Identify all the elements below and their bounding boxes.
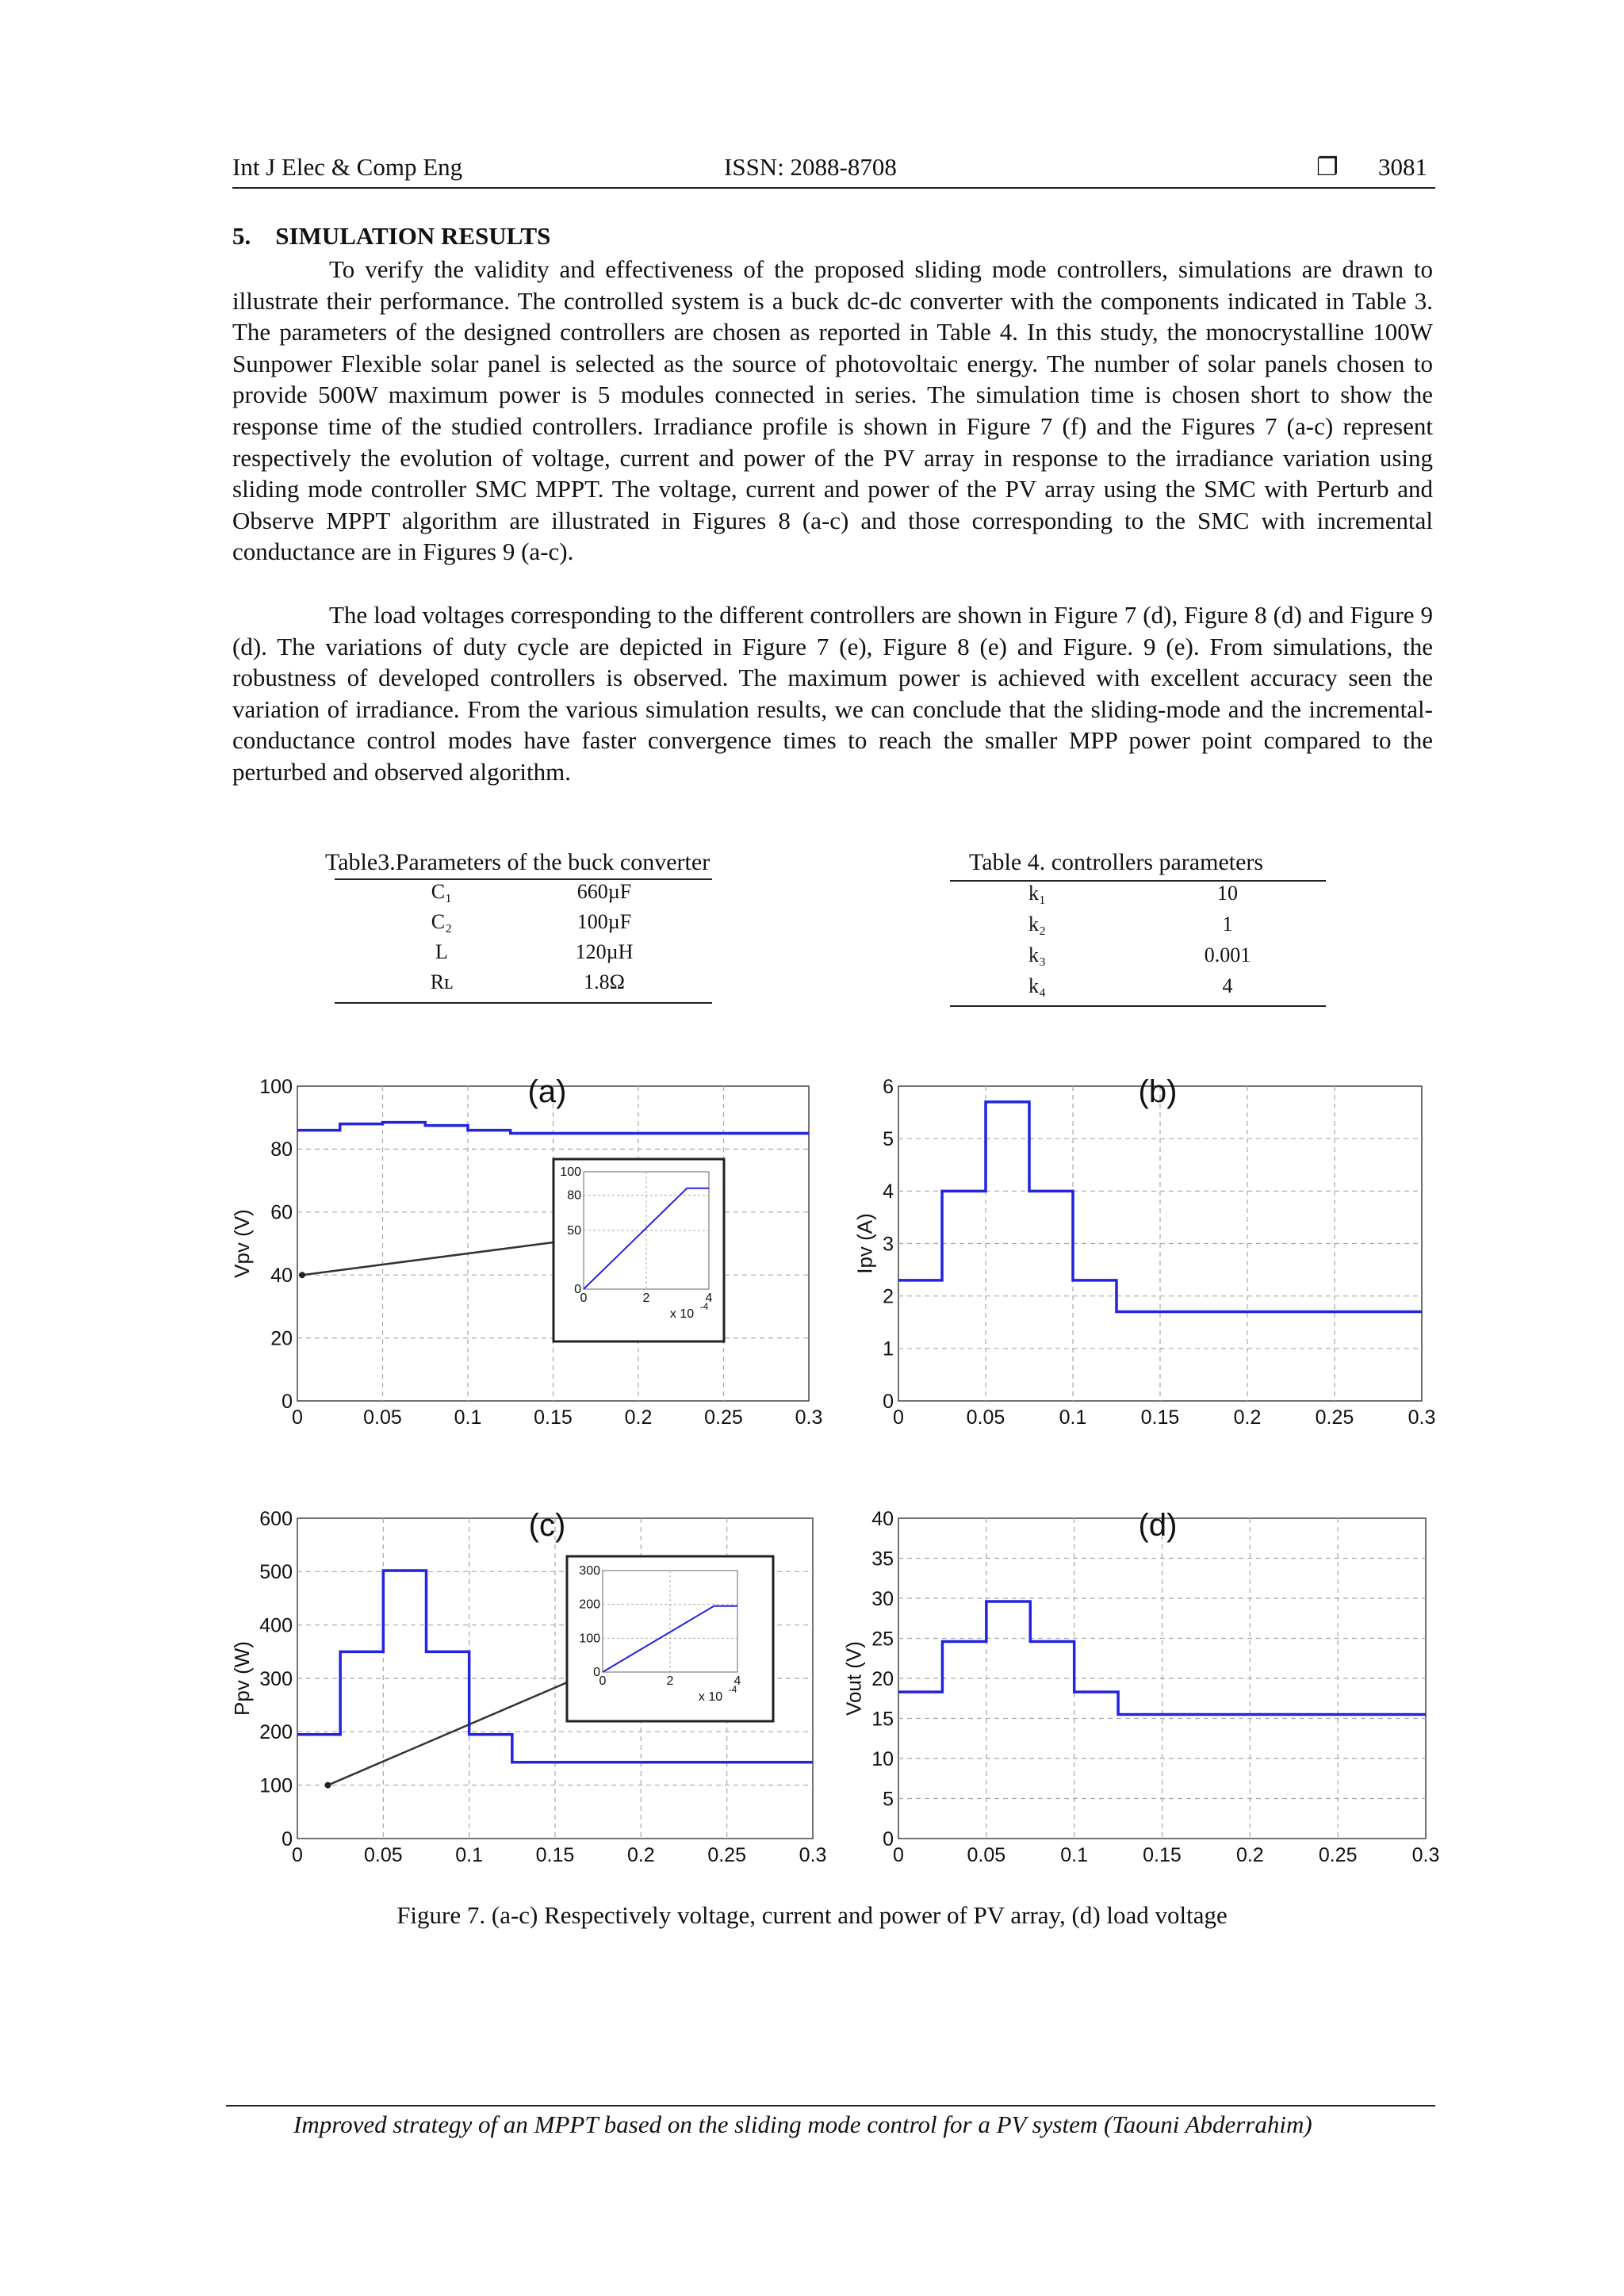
table4 xyxy=(950,882,1326,1004)
table-row xyxy=(950,913,1326,943)
x-tick-label: 0.1 xyxy=(455,1844,484,1866)
plot-d-load-voltage xyxy=(841,1502,1440,1866)
x-tick-label: 0.3 xyxy=(1408,1406,1436,1429)
x-tick-label: 0 xyxy=(292,1406,303,1429)
table3-value: 120µH xyxy=(575,940,634,963)
table4-param: k₁ xyxy=(1028,882,1047,905)
table4-caption: Table 4. controllers parameters xyxy=(969,849,1264,875)
paragraph-1 xyxy=(232,254,1433,568)
y-tick-label: 20 xyxy=(270,1327,293,1350)
page-number: 3081 xyxy=(1378,153,1427,181)
inset-y-tick-label: 300 xyxy=(579,1564,600,1578)
table4-param: k₂ xyxy=(1028,913,1047,936)
x-tick-label: 0 xyxy=(893,1406,904,1429)
y-tick-label: 600 xyxy=(259,1507,293,1530)
table-row xyxy=(950,974,1326,1004)
x-tick-label: 0.15 xyxy=(535,1844,575,1866)
y-tick-label: 0 xyxy=(883,1390,894,1413)
y-tick-label: 25 xyxy=(871,1628,894,1651)
y-tick-label: 300 xyxy=(259,1667,293,1690)
table3 xyxy=(335,880,712,1003)
x-tick-label: 0.15 xyxy=(1140,1406,1180,1429)
header-journal: Int J Elec & Comp Eng xyxy=(232,153,463,181)
x-tick-label: 0.25 xyxy=(707,1844,747,1866)
inset-x-tick-label: 2 xyxy=(642,1292,650,1305)
x-tick-label: 0.3 xyxy=(799,1844,827,1866)
y-tick-label: 20 xyxy=(871,1667,894,1690)
footer-text: Improved strategy of an MPPT based on the sliding mode control for a PV system (Taouni Abderrahim) xyxy=(293,2110,1312,2138)
inset-y-tick-label: 100 xyxy=(579,1632,600,1646)
y-tick-label: 0 xyxy=(282,1390,293,1413)
y-tick-label: 30 xyxy=(871,1587,894,1610)
table4-bottom-rule xyxy=(950,1005,1326,1007)
x-tick-label: 0.1 xyxy=(1060,1844,1089,1866)
table3-caption: Table3.Parameters of the buck converter xyxy=(325,849,710,875)
paragraph-2-text: The load voltages corresponding to the different controllers are shown in Figure 7 (d), Figure 8 (d) and Figure 9 (d). The variations of duty cycle are depicted in Figure 7 (e), Figure 8 (e) and Figure. 9 (e). From simulations, the robustness of developed controllers is observed. The maximum power is achieved with excellent accuracy seen the variation of irradiance. From the various simulation results, we can conclude that the sliding-mode and the incremental-conductance control modes have faster convergence times to reach the smaller MPP power point compared to the perturbed and observed algorithm. xyxy=(232,601,1433,786)
table4-value: 0.001 xyxy=(1204,943,1251,966)
panel-label: (c) xyxy=(528,1508,566,1543)
x-tick-label: 0.05 xyxy=(967,1844,1006,1866)
table4-value: 1 xyxy=(1222,913,1233,936)
x-tick-label: 0.3 xyxy=(1411,1844,1440,1866)
x-tick-label: 0 xyxy=(292,1844,303,1866)
x-tick-label: 0.05 xyxy=(363,1406,402,1429)
y-tick-label: 2 xyxy=(883,1285,894,1308)
inset-y-tick-label: 200 xyxy=(579,1598,600,1612)
table-row xyxy=(950,943,1326,974)
y-tick-label: 35 xyxy=(871,1548,894,1571)
x-tick-label: 0.05 xyxy=(966,1406,1005,1429)
paragraph-1-text: To verify the validity and effectiveness of the proposed sliding mode controllers, simulations are drawn to illustrate their performance. The controlled system is a buck dc-dc converter with the components indicated in Table 3. The parameters of the designed controllers are chosen as reported in Table 4. In this study, the monocrystalline 100W Sunpower Flexible solar panel is selected as the source of photovoltaic energy. The number of solar panels chosen to provide 500W maximum power is 5 modules connected in series. The simulation time is chosen short to show the response time of the studied controllers. Irradiance profile is shown in Figure 7 (f) and the Figures 7 (a-c) represent respectively the evolution of voltage, current and power of the PV array in response to the irradiance variation using sliding mode controller SMC MPPT. The voltage, current and power of the PV array using the SMC with Perturb and Observe MPPT algorithm are illustrated in Figures 8 (a-c) and those corresponding to the SMC with incremental conductance are in Figures 9 (a-c). xyxy=(232,255,1433,566)
header-rule xyxy=(232,187,1435,189)
y-tick-label: 40 xyxy=(871,1507,894,1530)
x-tick-label: 0.1 xyxy=(454,1406,482,1429)
table3-value: 1.8Ω xyxy=(584,970,625,993)
inset-x-tick-label: 4 xyxy=(705,1292,713,1305)
table3-param: L xyxy=(435,940,448,963)
inset-y-tick-label: 0 xyxy=(593,1666,600,1679)
y-tick-label: 80 xyxy=(270,1138,293,1161)
table3-param: Rʟ xyxy=(430,970,454,993)
y-tick-label: 4 xyxy=(883,1181,894,1203)
table-row xyxy=(335,880,712,910)
y-axis-label: Vout (V) xyxy=(841,1641,866,1716)
footer-rule xyxy=(226,2105,1435,2107)
table4-param: k₄ xyxy=(1028,974,1047,997)
panel-label: (b) xyxy=(1138,1074,1178,1109)
section-title: 5. SIMULATION RESULTS xyxy=(232,222,551,250)
x-tick-label: 0.25 xyxy=(1318,1844,1358,1866)
figure-caption: Figure 7. (a-c) Respectively voltage, current and power of PV array, (d) load voltage xyxy=(396,1901,1228,1929)
x-tick-label: 0.25 xyxy=(1315,1406,1354,1429)
y-tick-label: 200 xyxy=(259,1721,293,1744)
y-tick-label: 6 xyxy=(883,1075,894,1098)
header-issn: ISSN: 2088-8708 xyxy=(724,153,897,181)
y-axis-label: Ipv (A) xyxy=(852,1213,877,1274)
y-axis-label: Ppv (W) xyxy=(229,1641,254,1716)
inset-y-tick-label: 80 xyxy=(567,1188,581,1203)
arrow-head xyxy=(325,1782,331,1789)
plot-a-voltage xyxy=(229,1066,833,1429)
x-tick-label: 0.15 xyxy=(1143,1844,1182,1866)
y-tick-label: 0 xyxy=(282,1827,293,1850)
table4-value: 4 xyxy=(1222,974,1233,997)
table-row xyxy=(335,970,712,1001)
y-tick-label: 15 xyxy=(871,1708,894,1731)
y-tick-label: 400 xyxy=(259,1614,293,1637)
x-tick-label: 0.2 xyxy=(626,1844,655,1866)
paragraph-2 xyxy=(232,599,1433,788)
table-row xyxy=(335,940,712,970)
y-tick-label: 100 xyxy=(259,1774,293,1797)
y-tick-label: 10 xyxy=(871,1747,894,1770)
y-tick-label: 500 xyxy=(259,1561,293,1584)
inset-y-tick-label: 0 xyxy=(574,1283,581,1296)
y-tick-label: 3 xyxy=(883,1233,894,1256)
box-icon: ❐ xyxy=(1316,153,1339,181)
inset-multiplier: x 10 xyxy=(698,1690,723,1704)
y-tick-label: 5 xyxy=(883,1127,894,1150)
plot-b-current xyxy=(852,1066,1439,1429)
y-tick-label: 1 xyxy=(883,1337,894,1360)
x-tick-label: 0.2 xyxy=(624,1406,653,1429)
x-tick-label: 0.25 xyxy=(704,1406,743,1429)
table3-value: 100µF xyxy=(576,910,632,933)
y-axis-label: Vpv (V) xyxy=(229,1209,254,1278)
table-row xyxy=(335,910,712,940)
panel-label: (d) xyxy=(1138,1508,1178,1543)
y-tick-label: 0 xyxy=(883,1827,894,1850)
x-tick-label: 0.15 xyxy=(534,1406,573,1429)
inset-x-tick-label: 0 xyxy=(599,1674,607,1688)
table3-param: C₂ xyxy=(431,910,453,933)
table3-param: C₁ xyxy=(431,880,453,903)
panel-label: (a) xyxy=(527,1074,567,1109)
x-tick-label: 0.2 xyxy=(1233,1406,1262,1429)
table4-param: k₃ xyxy=(1028,943,1047,966)
inset-exponent: -4 xyxy=(728,1684,737,1695)
table3-bottom-rule xyxy=(335,1002,712,1004)
y-tick-label: 5 xyxy=(883,1788,894,1811)
table3-value: 660µF xyxy=(576,880,632,903)
inset-y-tick-label: 50 xyxy=(567,1224,581,1238)
x-tick-label: 0.3 xyxy=(795,1406,823,1429)
inset-x-tick-label: 2 xyxy=(666,1674,674,1688)
x-tick-label: 0.1 xyxy=(1059,1406,1087,1429)
table-row xyxy=(950,882,1326,912)
inset-multiplier: x 10 xyxy=(669,1307,695,1321)
plot-c-power xyxy=(229,1502,833,1866)
x-tick-label: 0 xyxy=(893,1844,904,1866)
x-tick-label: 0.05 xyxy=(363,1844,403,1866)
arrow-head xyxy=(299,1272,305,1278)
inset-x-tick-label: 4 xyxy=(733,1674,741,1688)
y-tick-label: 40 xyxy=(270,1264,293,1287)
y-tick-label: 100 xyxy=(259,1075,293,1098)
table4-value: 10 xyxy=(1217,882,1238,905)
inset-x-tick-label: 0 xyxy=(580,1292,588,1305)
x-tick-label: 0.2 xyxy=(1235,1844,1264,1866)
y-tick-label: 60 xyxy=(270,1201,293,1224)
inset-exponent: -4 xyxy=(699,1301,709,1312)
inset-y-tick-label: 100 xyxy=(560,1165,581,1179)
